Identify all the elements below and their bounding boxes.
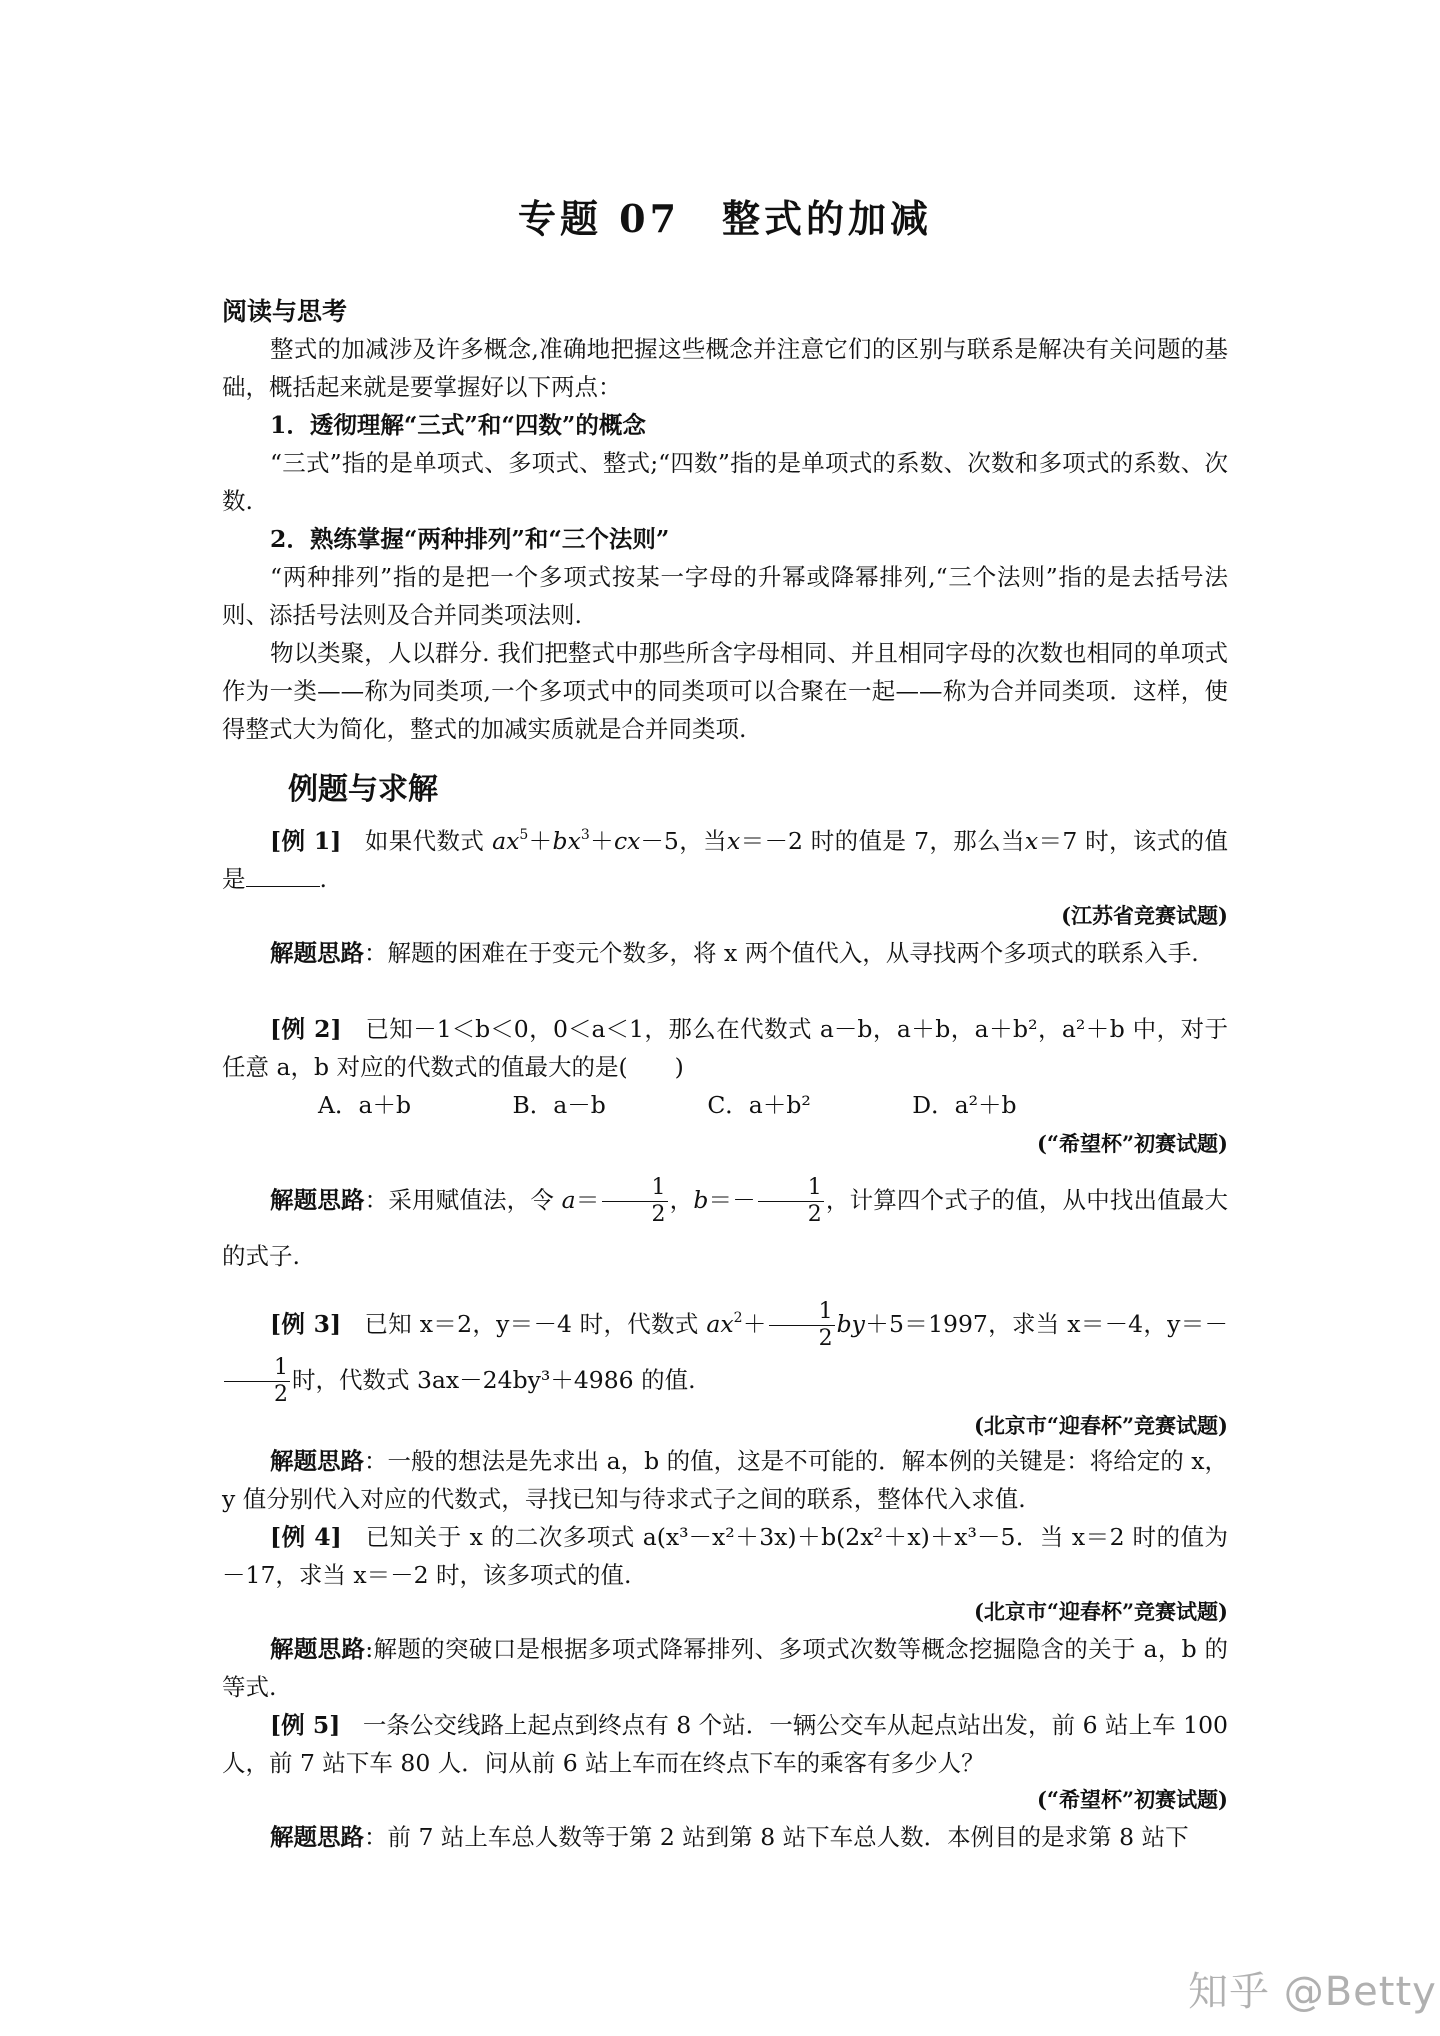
example-3-expression: $ax^2+$ $\frac{1}{2}$ by＋5 <box>706 1299 904 1351</box>
example-3-source: (北京市“迎春杯”竞赛试题) <box>973 1413 1228 1438</box>
fraction-one-half: $\frac{1}{2}$ <box>602 1175 668 1228</box>
example-5-hint <box>222 1818 1228 1856</box>
example-2-source: (“希望杯”初赛试题) <box>1036 1131 1228 1156</box>
hint-label: 解题思路 <box>270 939 364 967</box>
example-3-text: ＝1997，求当 x＝－4，y＝－ <box>904 1310 1228 1338</box>
example-2-text: 已知－1＜b＜0，0＜a＜1，那么在代数式 a－b，a＋b，a＋b²，a²＋b 中，对于任意 a，b 对应的代数式的值最大的是( ) <box>222 1015 1228 1081</box>
example-1: [例 1] 如果代数式 $ax^5+bx^3+cx-5$，当x＝－2 时的值是 7，那么当x＝7 时，该式的值是 . <box>222 827 1229 893</box>
hint-text: ：前 7 站上车总人数等于第 2 站到第 8 站下车总人数．本例目的是求第 8 站下 <box>364 1823 1189 1851</box>
example-1-text: 如果代数式 <box>364 827 485 855</box>
example-2 <box>222 1010 1228 1086</box>
example-1-text: . <box>319 865 327 893</box>
point2-heading: 2．熟练掌握“两种排列”和“三个法则” <box>270 525 670 553</box>
example-2-options <box>222 1086 1228 1124</box>
option-c: C．a＋b² <box>707 1091 811 1119</box>
example-1-expression: $ax^5+bx^3+cx-5$ <box>492 827 679 855</box>
example-4-source: (北京市“迎春杯”竞赛试题) <box>973 1599 1228 1624</box>
example-1-source: (江苏省竞赛试题) <box>1061 903 1228 928</box>
option-d: D．a²＋b <box>912 1091 1017 1119</box>
option-a: A．a＋b <box>318 1091 412 1119</box>
hint-text: :解题的突破口是根据多项式降幂排列、多项式次数等概念挖掘隐含的关于 a，b 的等式. <box>222 1635 1228 1701</box>
example-5-tag: [例 5] <box>270 1711 341 1739</box>
intro-paragraph: 整式的加减涉及许多概念,准确地把握这些概念并注意它们的区别与联系是解决有关问题的基础，概括起来就是要掌握好以下两点： <box>222 335 1228 401</box>
example-1-text: ，当 <box>678 827 727 855</box>
fraction-one-half: $\frac{1}{2}$ <box>224 1355 290 1408</box>
hint-text: ，计算四个式子的值，从中找出值最大的式子. <box>222 1186 1229 1270</box>
point2-text: “两种排列”指的是把一个多项式按某一字母的升幂或降幂排列,“三个法则”指的是去括号法则、添括号法则及合并同类项法则. <box>222 563 1228 629</box>
hint-label: 解题思路 <box>270 1635 366 1663</box>
example-3-text: 已知 x＝2，y＝－4 时，代数式 <box>364 1310 699 1338</box>
example-4-tag: [例 4] <box>270 1523 342 1551</box>
example-5 <box>222 1706 1228 1782</box>
example-4-text: 已知关于 x 的二次多项式 a(x³－x²＋3x)＋b(2x²＋x)＋x³－5．当 x＝2 时的值为－17，求当 x＝－2 时，该多项式的值. <box>222 1523 1228 1589</box>
example-4 <box>222 1518 1228 1594</box>
example-3-text: 时，代数式 3ax－24by³＋4986 的值. <box>292 1366 696 1394</box>
answer-blank <box>246 864 320 887</box>
example-1-text: ＝－2 时的值是 7，那么当 <box>740 827 1025 855</box>
page-title: 专题 07 整式的加减 <box>517 196 933 241</box>
example-1-tag: [例 1] <box>270 827 342 855</box>
hint-text: ：一般的想法是先求出 a，b 的值，这是不可能的．解本例的关键是：将给定的 x，y 值分别代入对应的代数式，寻找已知与待求式子之间的联系，整体代入求值. <box>222 1447 1229 1513</box>
point1-text: “三式”指的是单项式、多项式、整式;“四数”指的是单项式的系数、次数和多项式的系数、次数. <box>222 449 1228 515</box>
hint-label: 解题思路 <box>270 1186 365 1214</box>
example-1-text: ＝7 时，该式的值是 <box>222 827 1229 893</box>
example-5-text: 一条公交线路上起点到终点有 8 个站．一辆公交车从起点站出发，前 6 站上车 100 人，前 7 站下车 80 人．问从前 6 站上车而在终点下车的乘客有多少人？ <box>222 1711 1228 1777</box>
option-b: B．a－b <box>512 1091 606 1119</box>
watermark: 知乎 @Betty <box>1188 1969 1437 2015</box>
section-heading-reading: 阅读与思考 <box>222 297 348 326</box>
hint-text: ：采用赋值法，令 <box>364 1186 554 1214</box>
fraction-one-half: $\frac{1}{2}$ <box>758 1175 824 1228</box>
example-2-tag: [例 2] <box>270 1015 342 1043</box>
example-3 <box>222 1296 1228 1408</box>
example-4-hint <box>222 1630 1228 1706</box>
example-2-hint: 解题思路：采用赋值法，令 a＝ $\frac{1}{2}$ ，b＝－ $\frac{1}{2}$ ，计算四个式子的值，从中找出值最大的式子. <box>222 1175 1229 1270</box>
section-heading-examples: 例题与求解 <box>288 772 438 807</box>
point1-heading: 1．透彻理解“三式”和“四数”的概念 <box>270 411 646 439</box>
hint-label: 解题思路 <box>270 1447 365 1475</box>
example-1-hint <box>222 934 1228 972</box>
hint-label: 解题思路 <box>270 1823 364 1851</box>
example-5-source: (“希望杯”初赛试题) <box>1036 1787 1228 1812</box>
example-3-hint <box>222 1442 1228 1518</box>
hint-text: ：解题的困难在于变元个数多，将 x 两个值代入，从寻找两个多项式的联系入手. <box>364 939 1199 967</box>
example-3-tag: [例 3] <box>270 1310 342 1338</box>
merge-paragraph: 物以类聚，人以群分. 我们把整式中那些所含字母相同、并且相同字母的次数也相同的单项式作为一类——称为同类项,一个多项式中的同类项可以合聚在一起——称为合并同类项．这样，使得整式大为简化，整式的加减实质就是合并同类项. <box>222 639 1228 743</box>
